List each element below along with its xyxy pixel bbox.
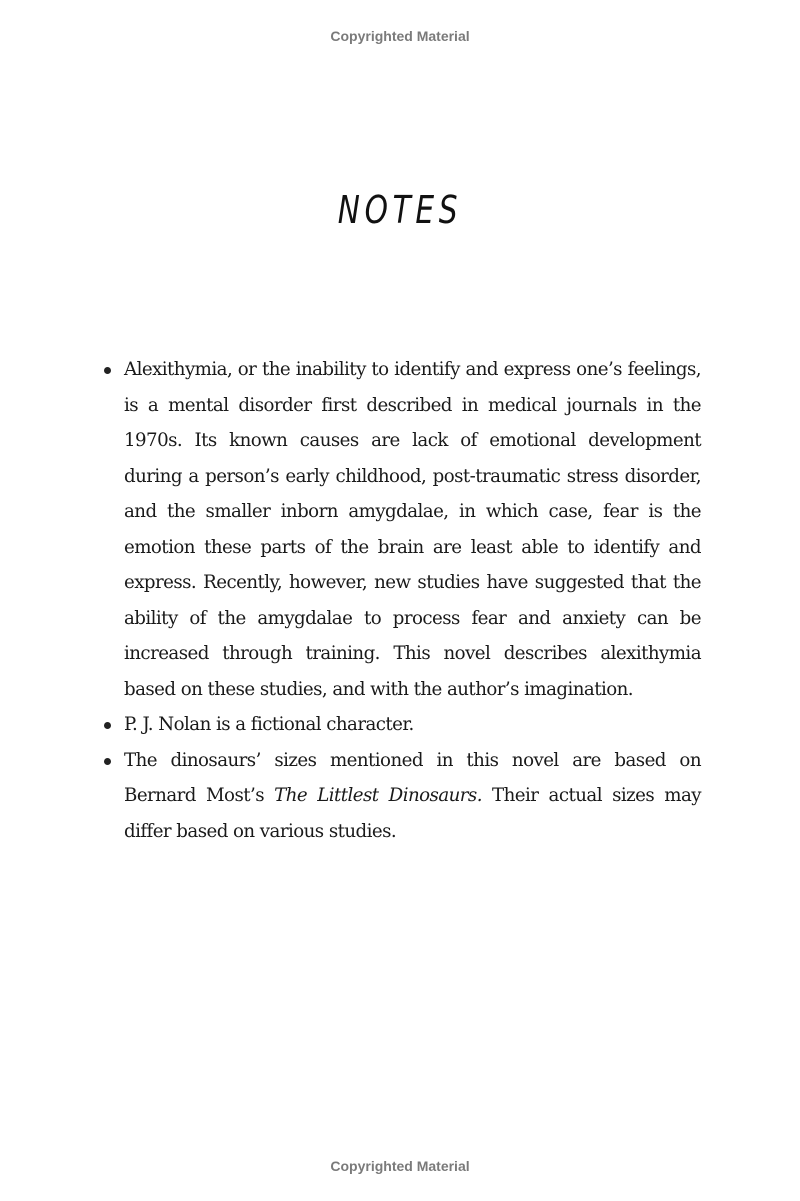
notes-list (100, 352, 701, 849)
book-title: The Littlest Dinosaurs. (274, 785, 482, 806)
note-item (100, 707, 701, 743)
note-text-before: The dinosaurs’ sizes mentioned in this novel are based on Bernard Most’s (124, 749, 701, 806)
note-text-after: Their actual sizes may differ based on various studies. (124, 785, 701, 842)
page-title: NOTES (337, 188, 463, 232)
bullet-icon (104, 758, 111, 765)
copyright-watermark-bottom: Copyrighted Material (330, 1158, 470, 1174)
note-text: P. J. Nolan is a fictional character. (124, 714, 414, 735)
bullet-icon (104, 367, 111, 374)
note-item (100, 743, 701, 850)
bullet-icon (104, 722, 111, 729)
note-text (124, 743, 701, 850)
copyright-watermark-top: Copyrighted Material (330, 28, 470, 44)
note-text: Alexithymia, or the inability to identify and express one’s feelings, is a mental disorder first described in medical journals in the 1970s. Its known causes are lack of emotional development during a person’s early childhood, post-traumatic stress disorder, and the smaller inborn amygdalae, in which case, fear is the emotion these parts of the brain are least able to identify and express. Recently, however, new studies have suggested that the ability of the amygdalae to process fear and anxiety can be increased through training. This novel describes alexithymia based on these studies, and with the author’s imagination. (124, 359, 701, 700)
note-item (100, 352, 701, 707)
